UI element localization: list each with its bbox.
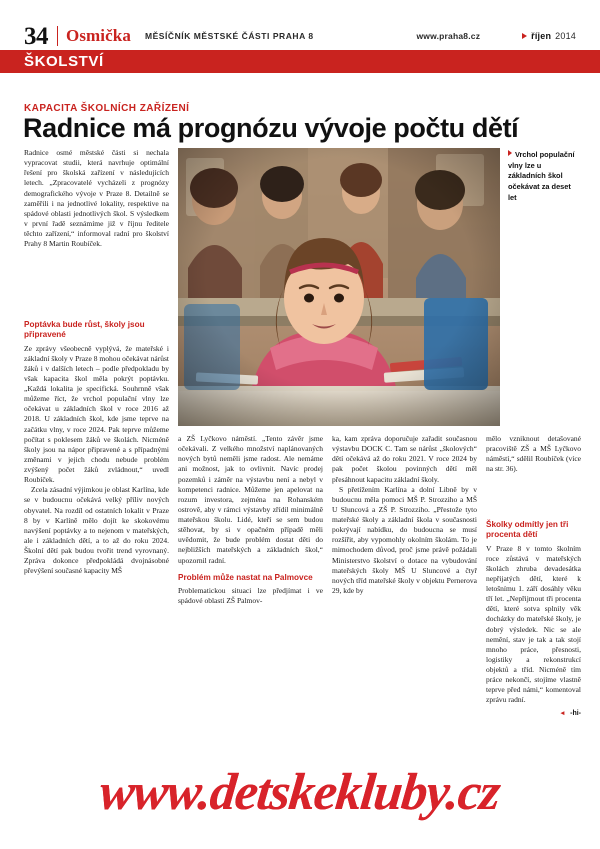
page-number: 34 <box>24 22 48 50</box>
masthead-divider <box>57 26 58 46</box>
paragraph: S přetížením Karlína a dolní Libně by v budoucnu měla pomoci MŠ P. Strozziho a MŠ U Sluncová a ZŠ P. Strozziho. „Přestože tyto mateřské školy a základní škola v současnosti pokrývají nabídku, do budoucna se musí rozšířit, aby vypomohly okolním školám. To je mimochodem důvod, proč jsme právě požádali Ministerstvo školství o dotace na vybudování mateřských školy MŠ U Sluncové a čtyř nových tříd mateřské školy v objektu Pernerova 29, kde by <box>332 484 477 595</box>
classroom-photo-illustration <box>178 148 500 426</box>
body-column-4 <box>486 434 581 475</box>
paragraph: Ze zprávy všeobecně vyplývá, že mateřské i základní školy v Praze 8 mohou očekávat nárůst žáků i v dalších letech – podle předpokladu by však kapacita škol měla pokrýt poptávku. „Každá lokalita je specifická. Souhrnně však můžeme říct, že vrchol populační vlny lze očekávat u základních škol v roce 2016 až 2018. U základních škol, kde jsme teprve na začátku vlny, v roce 2024. Pak teprve můžeme počítat s poklesem žáků ve školách. Nicméně školy jsou na nápor připravené a s případnými změnami v jejich chodu nebude problém zvýšený počet žáků zvládnout,“ uvedl Roubíček. <box>24 343 169 485</box>
masthead <box>24 22 576 50</box>
body-column-3 <box>332 434 477 596</box>
body-column-4-lower <box>486 520 581 718</box>
publication-brand: Osmička <box>66 26 131 45</box>
body-column-1-lower <box>24 320 169 576</box>
website-url[interactable]: www.praha8.cz <box>416 31 481 41</box>
paragraph: Zcela zásadní výjimkou je oblast Karlína, kde se v budoucnu očekává velký příliv nových obyvatel. Na rozdíl od ostatních lokalit v Praze 8 by v Karlíně mělo dojít ke skokovému navýšení poptávky a to nejenom v mateřských, ale i základních dětí, a to až do roku 2024. Školní dětí pak budou tvořit trend vyrovnaný. Zpráva dokonce předpokládá dvojnásobné převýšení současné kapacity MŠ <box>24 485 169 576</box>
photo-caption-text: Vrchol populační vlny lze u základních škol očekávat za deset let <box>508 150 575 202</box>
subheading-2: Problém může nastat na Palmovce <box>178 572 313 582</box>
page-title: Radnice má prognózu vývoje počtu dětí <box>23 113 519 143</box>
body-column-1 <box>24 148 169 249</box>
paragraph: Problematickou situaci lze předjímat i ve spádové oblasti ZŠ Palmov- <box>178 585 323 605</box>
subheading-1: Poptávka bude růst, školy jsou připravené <box>24 320 145 340</box>
photo-caption <box>508 150 580 204</box>
triangle-icon <box>522 33 527 39</box>
article-signature: -hi- <box>570 709 581 717</box>
triangle-icon <box>508 150 512 156</box>
body-column-2 <box>178 434 323 606</box>
advertisement-url[interactable]: www.detskekluby.cz <box>97 763 503 821</box>
publication-subtitle: MĚSÍČNÍK MĚSTSKÉ ČÁSTI PRAHA 8 <box>144 31 314 41</box>
paragraph: Radnice osmé městské části si nechala vypracovat studii, která navrhuje optimální řešení pro školská zařízení v následujících letech. „Zpracovatelé vycházeli z prognózy demografického vývoje v Praze 8. Detailně se zaměřili i na jednotlivé lokality, respektive na spádové oblasti jednotlivých škol. S výsledkem v první řadě seznámíme již v říjnu ředitele těchto zařízení,“ informoval radní pro školství Prahy 8 Martin Roubíček. <box>24 148 169 249</box>
issue-year: 2014 <box>555 31 576 41</box>
end-mark: ◂ <box>560 709 565 717</box>
paragraph: ka, kam zpráva doporučuje zařadit současnou výstavbu DOCK C. Tam se nárůst „školových“ dětí očekává až do roku 2021. V roce 2024 by pak počet školou povinných dětí měl přesáhnout kapacitu základní školy. <box>332 434 477 484</box>
section-label: ŠKOLSTVÍ <box>24 53 104 70</box>
article-kicker: KAPACITA ŠKOLNÍCH ZAŘÍZENÍ <box>24 103 190 114</box>
issue-date <box>522 31 576 41</box>
article-photo <box>178 148 507 426</box>
subheading-3: Školky odmítly jen tři procenta dětí <box>486 520 569 540</box>
photo-credit: Foto: Vladimír Slabý <box>501 334 507 386</box>
paragraph: a ZŠ Lyčkovo náměstí. „Tento závěr jsme očekávali. Z velkého množství naplánovaných nových bytů neměli jsme radost. Ale nemáme ani možnost, jak to ovlivnit. Navíc prodej pozemků i záměr na výstavbu není a nebyl v kompetenci radnice. Můžeme jen apelovat na rozum investora, zejména na Rohanském ostrově, aby v rámci výstavby zřídil minimálně mateřskou školu. Lidé, kteří se sem budou stěhovat, by si v opačném případě měli uvědomit, že bude problém dostat děti do nejbližších mateřských a základních škol,“ upozornil radní. <box>178 434 323 565</box>
paragraph: mělo vzniknout detašované pracoviště ZŠ a MŠ Lyčkovo náměstí,“ sdělil Roubíček (více na str. 36). <box>486 434 581 474</box>
advertisement-banner[interactable] <box>0 735 600 849</box>
paragraph: V Praze 8 v tomto školním roce zůstává v mateřských školách zhruba devadesátka nepřijatých dětí, které k letošnímu 1. září dosáhly věku tří let. „Nepřijmout tři procenta dětí, které sotva splnily věk docházky do mateřské školy, je dobrý výsledek. Nic se ale nemění, stav je tak a tak stojí mnoho práce, přesnosti, logistiky a rekonstrukcí objektů a tříd. Nicméně tím práce nekončí, stojíme vlastně teprve před námi,“ komentoval zprávu radní. <box>486 543 581 705</box>
issue-month: říjen <box>531 31 552 41</box>
